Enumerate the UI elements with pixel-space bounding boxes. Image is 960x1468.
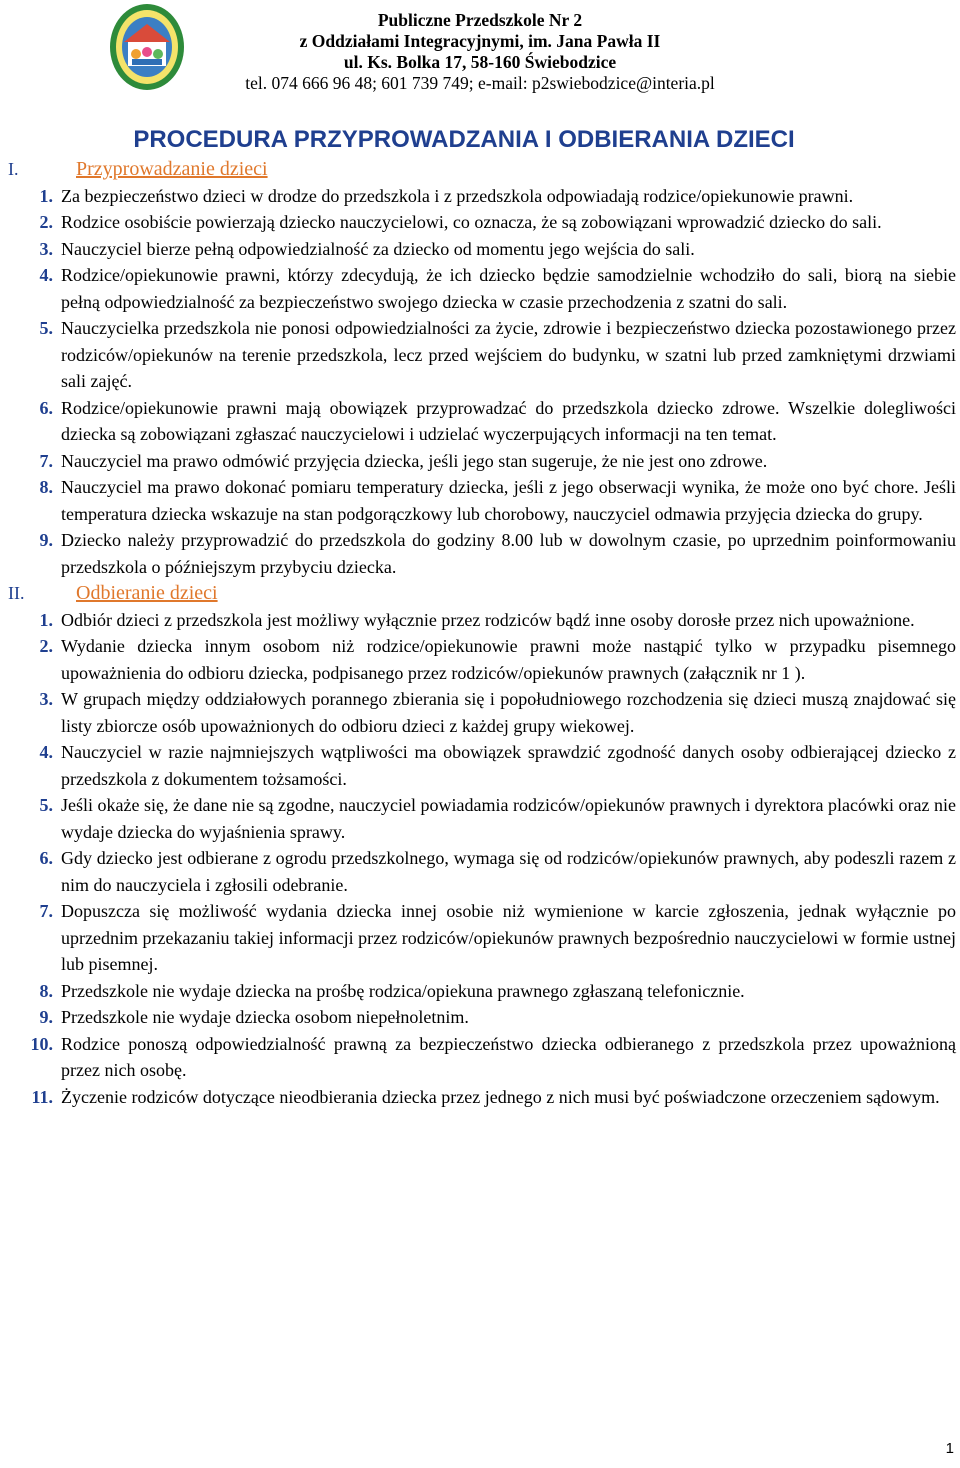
document-header: [0, 0, 960, 110]
list-item-text: Odbiór dzieci z przedszkola jest możliwy wyłącznie przez rodziców bądź inne osoby dorosłe przez nich upoważnione.: [61, 609, 915, 630]
list-item-number: [8, 792, 61, 845]
list-item-number-text: 5.: [39, 795, 53, 815]
section-1-list: [8, 183, 956, 581]
list-item-text: Rodzice/opiekunowie prawni, którzy zdecydują, że ich dziecko będzie samodzielnie wchodziło do sali, biorą na siebie pełną odpowiedzialność za bezpieczeństwo swojego dziecka w czasie przechodzenia z szatni do sali.: [61, 265, 956, 312]
list-item: [8, 236, 956, 263]
section-number: I.: [8, 159, 19, 179]
section-number: II.: [8, 583, 25, 603]
list-item-text: Za bezpieczeństwo dzieci w drodze do przedszkola i z przedszkola odpowiadają rodzice/opiekunowie prawni.: [61, 185, 854, 206]
list-item: [8, 474, 956, 527]
list-item-number: [8, 633, 61, 686]
list-item-text: Nauczycielka przedszkola nie ponosi odpowiedzialności za życie, zdrowie i bezpieczeństwo dziecka pozostawionego przez rodziców/opiekunów na terenie przedszkola, lecz przed wejściem do budynku, w szatni lub przed zamkniętymi drzwiami sali zajęć.: [61, 318, 956, 391]
list-item: [8, 978, 956, 1005]
list-item-number-text: 7.: [39, 450, 53, 471]
list-item-text: W grupach między oddziałowych porannego zbierania się i popołudniowego rozchodzenia się dzieci muszą znajdować się listy zbiorcze osób upoważnionych do odbioru dzieci z każdej grupy wiekowej.: [61, 689, 956, 736]
list-item-text: Jeśli okaże się, że dane nie są zgodne, nauczyciel powiadamia rodziców/opiekunów prawnych i dyrektora placówki oraz nie wydaje dziecka do wyjaśnienia sprawy.: [61, 795, 956, 842]
list-item-number: [8, 898, 61, 978]
list-item-text: Życzenie rodziców dotyczące nieodbierania dziecka przez jednego z nich musi być poświadczone orzeczeniem sądowym.: [61, 1086, 940, 1107]
list-item: [8, 315, 956, 395]
list-item: [8, 845, 956, 898]
list-item-number: [8, 395, 61, 448]
list-item: [8, 183, 956, 210]
list-item-text: Gdy dziecko jest odbierane z ogrodu przedszkolnego, wymaga się od rodziców/opiekunów prawnych, aby podeszli razem z nim do nauczyciela i zgłosili odebranie.: [61, 848, 956, 895]
document-title: PROCEDURA PRZYPROWADZANIA I ODBIERANIA DZIECI: [133, 126, 795, 153]
list-item-number: [8, 1004, 61, 1031]
school-info: [200, 10, 760, 94]
section-title: Odbieranie dzieci: [76, 582, 218, 604]
document-body: [8, 156, 956, 1110]
list-item-number: [8, 474, 61, 527]
list-item-number-text: 8.: [39, 477, 53, 497]
list-item: [8, 898, 956, 978]
school-address: ul. Ks. Bolka 17, 58-160 Świebodzice: [343, 52, 617, 72]
list-item-number: [8, 1084, 61, 1111]
school-subtitle: z Oddziałami Integracyjnymi, im. Jana Pawła II: [299, 31, 661, 51]
list-item-text: Rodzice osobiście powierzają dziecko nauczycielowi, co oznacza, że są zobowiązani wprowadzić dziecko do sali.: [61, 212, 882, 232]
list-item-number: [8, 527, 61, 580]
list-item-text: Dopuszcza się możliwość wydania dziecka innej osobie niż wymienione w karcie zgłoszenia, jednak wyłącznie po uprzednim przekazaniu takiej informacji przez rodziców/opiekunów prawnych bezpośrednio nauczycielowi w formie ustnej lub pisemnej.: [61, 901, 956, 974]
list-item: [8, 633, 956, 686]
list-item-number-text: 9.: [39, 530, 53, 550]
list-item-number: [8, 183, 61, 210]
list-item-number: [8, 739, 61, 792]
page-number: 1: [945, 1440, 954, 1457]
list-item-text: Nauczyciel ma prawo dokonać pomiaru temperatury dziecka, jeśli z jego obserwacji wynika, że może ono być chore. Jeśli temperatura dziecka wskazuje na stan podgorączkowy lub chorobowy, nauczyciel odmawia przyjęcia dziecka do grupy.: [61, 477, 956, 524]
list-item-number: [8, 448, 61, 475]
list-item-number-text: 6.: [39, 397, 53, 418]
list-item: [8, 607, 956, 634]
list-item: [8, 739, 956, 792]
list-item-number: [8, 607, 61, 634]
list-item-number-text: 3.: [39, 238, 53, 259]
list-item: [8, 395, 956, 448]
list-item-text: Wydanie dziecka innym osobom niż rodzice/opiekunowie prawni może nastąpić tylko w przypadku pisemnego upoważnienia do odbioru dziecka, podpisanego przez rodziców/opiekunów prawnych (załącznik nr 1 ).: [61, 636, 956, 683]
list-item-number: [8, 262, 61, 315]
list-item-number-text: 4.: [39, 265, 53, 285]
list-item: [8, 1031, 956, 1084]
list-item-number-text: 8.: [39, 980, 53, 1001]
list-item-number-text: 9.: [39, 1007, 53, 1027]
section-heading-2: [8, 580, 956, 607]
school-contact: tel. 074 666 96 48; 601 739 749; e-mail: p2swiebodzice@interia.pl: [245, 73, 715, 93]
list-item: [8, 792, 956, 845]
list-item-number: [8, 978, 61, 1005]
list-item: [8, 1084, 956, 1111]
list-item-number-text: 11.: [31, 1086, 53, 1107]
list-item-number: [8, 1031, 61, 1084]
list-item-number-text: 5.: [39, 318, 53, 338]
list-item: [8, 1004, 956, 1031]
list-item-text: Rodzice ponoszą odpowiedzialność prawną za bezpieczeństwo dziecka odbieranego z przedszkola przez upoważnioną przez nich osobę.: [61, 1033, 956, 1080]
list-item-number-text: 1.: [39, 609, 53, 630]
list-item-number: [8, 209, 61, 236]
list-item-text: Dziecko należy przyprowadzić do przedszkola do godziny 8.00 lub w dowolnym czasie, po uprzednim poinformowaniu przedszkola o późniejszym przybyciu dziecka.: [61, 530, 956, 577]
list-item-text: Nauczyciel bierze pełną odpowiedzialność za dziecko od momentu jego wejścia do sali.: [61, 238, 695, 259]
list-item-number: [8, 315, 61, 395]
list-item-number-text: 4.: [39, 742, 53, 762]
list-item-number-text: 3.: [39, 689, 53, 709]
list-item-text: Przedszkole nie wydaje dziecka osobom niepełnoletnim.: [61, 1007, 469, 1027]
list-item-number: [8, 686, 61, 739]
list-item-number-text: 10.: [30, 1033, 53, 1054]
list-item-number: [8, 236, 61, 263]
list-item-number: [8, 845, 61, 898]
list-item-number-text: 2.: [39, 212, 53, 232]
list-item: [8, 209, 956, 236]
list-item-number-text: 7.: [39, 901, 53, 921]
list-item: [8, 262, 956, 315]
section-2-list: [8, 607, 956, 1111]
section-heading-1: [8, 156, 956, 183]
list-item: [8, 448, 956, 475]
list-item-number-text: 6.: [39, 848, 53, 868]
section-title: Przyprowadzanie dzieci: [76, 158, 268, 180]
list-item: [8, 686, 956, 739]
list-item-text: Nauczyciel ma prawo odmówić przyjęcia dziecka, jeśli jego stan sugeruje, że nie jest ono zdrowe.: [61, 450, 768, 471]
list-item-text: Rodzice/opiekunowie prawni mają obowiązek przyprowadzać do przedszkola dziecko zdrowe. Wszelkie dolegliwości dziecka są zobowiązani zgłaszać nauczycielowi i udzielać wyczerpujących informacji na ten temat.: [61, 397, 956, 444]
school-name: Publiczne Przedszkole Nr 2: [377, 10, 583, 30]
list-item-text: Przedszkole nie wydaje dziecka na prośbę rodzica/opiekuna prawnego zgłaszaną telefonicznie.: [61, 980, 745, 1001]
list-item-number-text: 2.: [39, 636, 53, 656]
list-item: [8, 527, 956, 580]
list-item-number-text: 1.: [39, 185, 53, 206]
school-logo-icon: [108, 2, 186, 92]
list-item-text: Nauczyciel w razie najmniejszych wątpliwości ma obowiązek sprawdzić zgodność danych osoby odbierającej dziecko z przedszkola z dokumentem tożsamości.: [61, 742, 956, 789]
